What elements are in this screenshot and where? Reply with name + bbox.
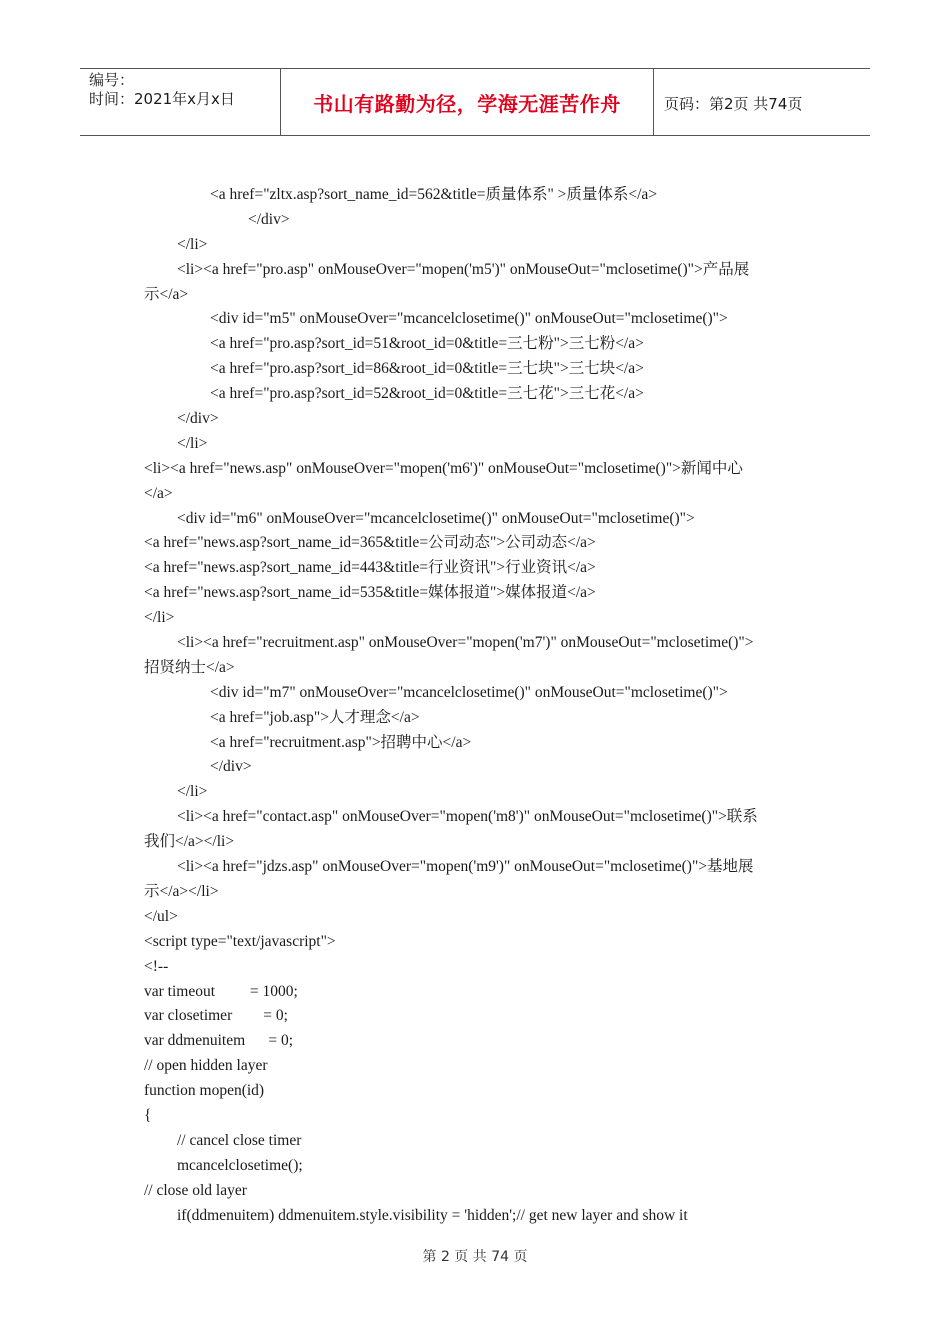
code-line: <a href="job.asp">人才理念</a>	[210, 708, 420, 726]
code-line: function mopen(id)	[144, 1082, 265, 1100]
code-line: <li><a href="news.asp" onMouseOver="mopen('m6')" onMouseOut="mclosetime()">新闻中心	[144, 459, 743, 477]
code-line: <a href="pro.asp?sort_id=52&root_id=0&title=三七花">三七花</a>	[210, 385, 644, 403]
code-line: // close old layer	[144, 1181, 247, 1199]
code-line: <li><a href="pro.asp" onMouseOver="mopen('m5')" onMouseOut="mclosetime()">产品展	[177, 260, 750, 278]
code-line: <a href="pro.asp?sort_id=51&root_id=0&title=三七粉">三七粉</a>	[210, 335, 644, 353]
document-number-label: 编号：	[89, 71, 135, 89]
header-motto: 书山有路勤为径，学海无涯苦作舟	[281, 69, 654, 135]
code-line: if(ddmenuitem) ddmenuitem.style.visibility = 'hidden';// get new layer and show it	[177, 1206, 688, 1224]
code-line: var closetimer = 0;	[144, 1007, 288, 1025]
code-line: <li><a href="jdzs.asp" onMouseOver="mopen('m9')" onMouseOut="mclosetime()">基地展	[177, 858, 754, 876]
code-line: var timeout = 1000;	[144, 982, 298, 1000]
code-line: <div id="m7" onMouseOver="mcancelclosetime()" onMouseOut="mclosetime()">	[210, 683, 728, 701]
code-line: <a href="pro.asp?sort_id=86&root_id=0&title=三七块">三七块</a>	[210, 360, 644, 378]
code-line: {	[144, 1106, 152, 1124]
header-meta	[80, 69, 281, 135]
code-line: </div>	[177, 410, 219, 428]
code-line: <li><a href="recruitment.asp" onMouseOver="mopen('m7')" onMouseOut="mclosetime()">	[177, 634, 754, 652]
code-line: <script type="text/javascript">	[144, 932, 336, 950]
code-line: <div id="m5" onMouseOver="mcancelclosetime()" onMouseOut="mclosetime()">	[210, 310, 728, 328]
code-line: </li>	[144, 609, 175, 627]
code-line: </ul>	[144, 907, 178, 925]
code-line: <a href="news.asp?sort_name_id=535&title=媒体报道">媒体报道</a>	[144, 584, 596, 602]
page-footer: 第 2 页 共 74 页	[422, 1249, 528, 1265]
code-line: </div>	[248, 210, 290, 228]
code-line: <li><a href="contact.asp" onMouseOver="mopen('m8')" onMouseOut="mclosetime()">联系	[177, 808, 758, 826]
code-listing	[144, 183, 808, 1228]
header-page-number: 页码：第2页 共74页	[664, 95, 803, 113]
code-line: <a href="news.asp?sort_name_id=443&title=行业资讯">行业资讯</a>	[144, 559, 596, 577]
code-line: </a>	[144, 484, 173, 502]
code-line: // open hidden layer	[144, 1057, 268, 1075]
code-line: 示</a></li>	[144, 882, 219, 900]
code-line: <a href="news.asp?sort_name_id=365&title=公司动态">公司动态</a>	[144, 534, 596, 552]
code-line: <div id="m6" onMouseOver="mcancelclosetime()" onMouseOut="mclosetime()">	[177, 509, 695, 527]
code-line: 示</a>	[144, 285, 189, 303]
code-line: </li>	[177, 783, 208, 801]
code-line: <a href="zltx.asp?sort_name_id=562&title=质量体系" >质量体系</a>	[210, 186, 658, 203]
code-line: <a href="recruitment.asp">招聘中心</a>	[210, 733, 472, 751]
code-line: <!--	[144, 957, 169, 975]
code-line: </div>	[210, 758, 252, 776]
code-line: mcancelclosetime();	[177, 1156, 303, 1174]
code-line: var ddmenuitem = 0;	[144, 1032, 294, 1050]
code-line: 招贤纳士</a>	[144, 658, 235, 676]
code-line: 我们</a></li>	[144, 833, 235, 851]
code-line: // cancel close timer	[177, 1131, 302, 1149]
code-line: </li>	[177, 434, 208, 452]
document-date-label: 时间：2021年x月x日	[89, 90, 235, 108]
page-header	[80, 68, 870, 136]
code-line: </li>	[177, 235, 208, 253]
